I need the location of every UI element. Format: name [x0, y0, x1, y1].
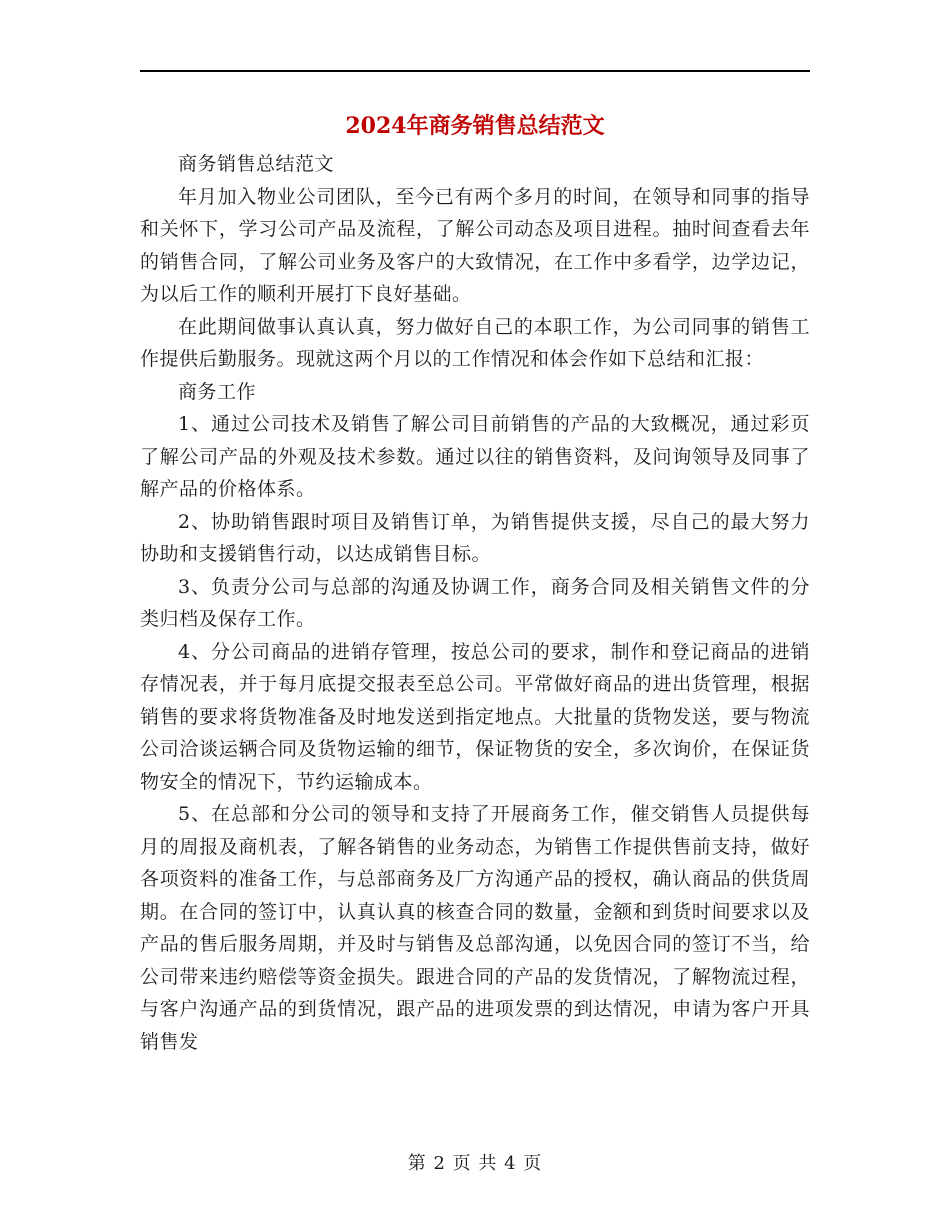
list-item-2: 2、协助销售跟时项目及销售订单，为销售提供支援，尽自己的最大努力协助和支援销售行动，以达成销售目标。: [140, 510, 810, 565]
paragraph-subtitle: 商务销售总结范文: [178, 153, 335, 175]
document-title: 2024年商务销售总结范文: [345, 113, 605, 139]
section-heading-business: 商务工作: [178, 380, 257, 403]
header-rule: [140, 70, 810, 72]
list-item-3: 3、负责分公司与总部的沟通及协调工作，商务合同及相关销售文件的分类归档及保存工作。: [140, 575, 810, 630]
list-item-5: 5、在总部和分公司的领导和支持了开展商务工作，催交销售人员提供每月的周报及商机表，了解各销售的业务动态，为销售工作提供售前支持，做好各项资料的准备工作，与总部商务及厂方沟通产品的授权，确认商品的供货周期。在合同的签订中，认真认真的核查合同的数量，金额和到货时间要求以及产品的售后服务周期，并及时与销售及总部沟通，以免因合同的签订不当，给公司带来违约赔偿等资金损失。跟进合同的产品的发货情况，了解物流过程，与客户沟通产品的到货情况，跟产品的进项发票的到达情况，申请为客户开具销售发: [140, 803, 810, 1053]
paragraph-intro: 年月加入物业公司团队，至今已有两个多月的时间，在领导和同事的指导和关怀下，学习公司产品及流程，了解公司动态及项目进程。抽时间查看去年的销售合同，了解公司业务及客户的大致情况，在工作中多看学，边学边记，为以后工作的顺利开展打下良好基础。: [140, 185, 810, 305]
list-item-1: 1、通过公司技术及销售了解公司目前销售的产品的大致概况，通过彩页了解公司产品的外观及技术参数。通过以往的销售资料，及问询领导及同事了解产品的价格体系。: [140, 413, 810, 500]
list-item-4: 4、分公司商品的进销存管理，按总公司的要求，制作和登记商品的进销存情况表，并于每月底提交报表至总公司。平常做好商品的进出货管理，根据销售的要求将货物准备及时地发送到指定地点。大批量的货物发送，要与物流公司洽谈运辆合同及货物运输的细节，保证物货的安全，多次询价，在保证货物安全的情况下，节约运输成本。: [140, 640, 810, 793]
document-body: [140, 148, 810, 1058]
paragraph-summary: 在此期间做事认真认真，努力做好自己的本职工作，为公司同事的销售工作提供后勤服务。现就这两个月以的工作情况和体会作如下总结和汇报：: [140, 315, 810, 370]
page-footer: 第 2 页 共 4 页: [407, 1153, 543, 1174]
